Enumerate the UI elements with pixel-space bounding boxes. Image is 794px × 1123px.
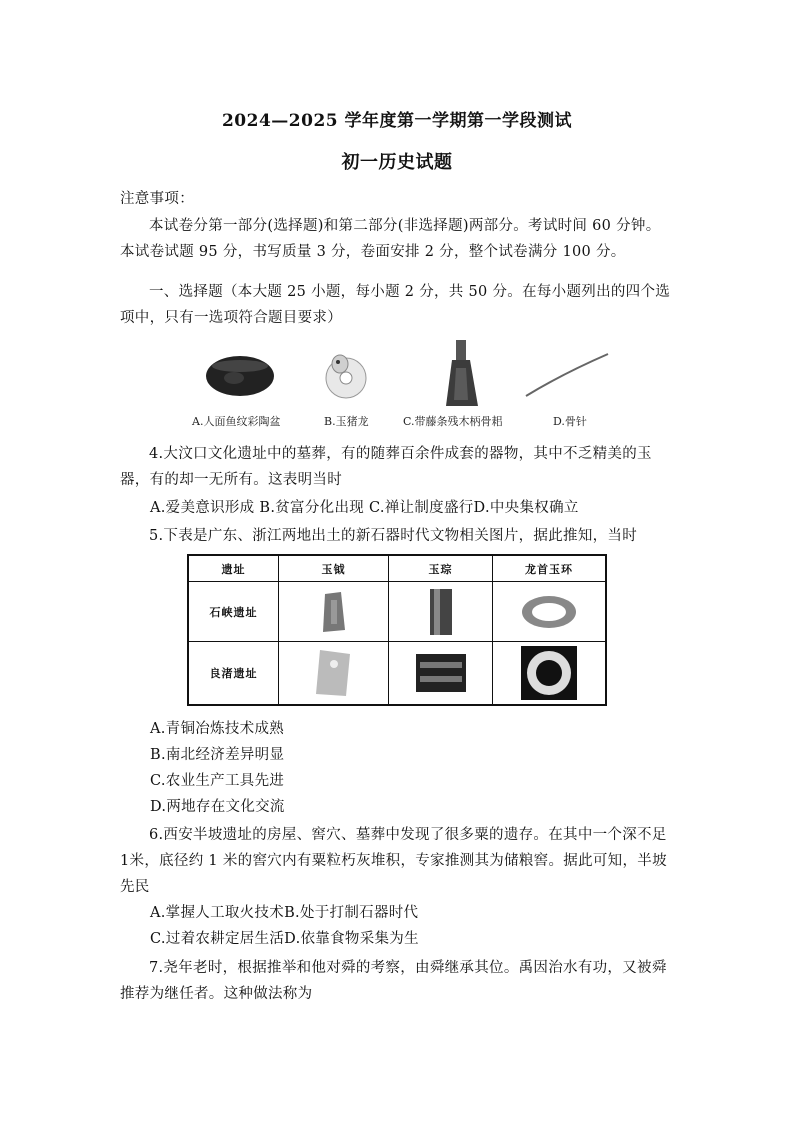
table-image-cell	[279, 582, 389, 641]
bone-needle-image	[522, 350, 612, 400]
q5-option-d: D.两地存在文化交流	[150, 799, 285, 815]
table-row-label: 良渚遗址	[189, 642, 279, 704]
table-image-cell	[389, 582, 493, 641]
table-header-row	[189, 556, 605, 582]
bone-spade-image	[438, 340, 486, 412]
q5-stem: 5.下表是广东、浙江两地出土的新石器时代文物相关图片，据此推知，当时	[149, 528, 638, 544]
table-image-cell	[493, 642, 605, 704]
table-row-label: 石峡遗址	[189, 582, 279, 641]
table-row	[189, 582, 605, 642]
caption-d: D.骨针	[553, 415, 587, 428]
exam-title: 2024—2025 学年度第一学期第一学段测试	[221, 111, 573, 131]
table-header-cell: 龙首玉环	[525, 562, 573, 576]
jade-cong-image	[414, 650, 468, 696]
table-image-cell	[493, 582, 605, 641]
caption-a: A.人面鱼纹彩陶盆	[192, 415, 281, 428]
table-image-cell	[389, 642, 493, 704]
artifact-table	[187, 554, 607, 706]
dragon-jade-ring-image	[521, 646, 577, 700]
exam-subtitle: 初一历史试题	[341, 152, 453, 173]
table-header-cell: 玉琮	[389, 556, 493, 581]
q4-options: A.爱美意识形成 B.贫富分化出现 C.禅让制度盛行D.中央集权确立	[150, 500, 579, 516]
q5-option-a: A.青铜冶炼技术成熟	[150, 721, 285, 737]
q6-option-cd: C.过着农耕定居生活D.依靠食物采集为生	[150, 931, 419, 947]
caption-b: B.玉猪龙	[324, 415, 369, 428]
q6-option-ab: A.掌握人工取火技术B.处于打制石器时代	[150, 905, 419, 921]
table-header-cell: 玉钺	[279, 556, 389, 581]
caption-c: C.带藤条残木柄骨耜	[403, 415, 503, 428]
jade-cong-image	[426, 587, 456, 637]
q6-stem: 6.西安半坡遗址的房屋、窖穴、墓葬中发现了很多粟的遗存。在其中一个深不足1米，底径约 1 米的窖穴内有粟粒朽灰堆积，专家推测其为储粮窖。据此可知，半坡先民	[120, 827, 667, 895]
q7-stem: 7.尧年老时，根据推举和他对舜的考察，由舜继承其位。禹因治水有功，又被舜推荐为继任者。这种做法称为	[120, 960, 667, 1002]
artifact-figure-strip	[192, 340, 612, 430]
notes-text: 本试卷分第一部分(选择题)和第二部分(非选择题)两部分。考试时间 60 分钟。本试卷试题 95 分，书写质量 3 分，卷面安排 2 分，整个试卷满分 100 分。	[120, 218, 661, 260]
table-row	[189, 642, 605, 704]
dragon-jade-ring-image	[519, 592, 579, 632]
painted-pottery-basin-image	[204, 352, 276, 400]
q5-option-c: C.农业生产工具先进	[150, 773, 285, 789]
jade-yue-image	[312, 648, 356, 698]
notes-label: 注意事项：	[120, 191, 194, 207]
q4-stem: 4.大汶口文化遗址中的墓葬，有的随葬百余件成套的器物，其中不乏精美的玉器，有的却一无所有。这表明当时	[120, 446, 652, 488]
jade-yue-image	[319, 590, 349, 634]
jade-pig-dragon-image	[322, 348, 370, 404]
table-header-cell: 遗址	[189, 556, 279, 581]
section-heading: 一、选择题（本大题 25 小题，每小题 2 分，共 50 分。在每小题列出的四个选项中，只有一选项符合题目要求）	[120, 284, 671, 326]
q5-option-b: B.南北经济差异明显	[150, 747, 285, 763]
table-image-cell	[279, 642, 389, 704]
